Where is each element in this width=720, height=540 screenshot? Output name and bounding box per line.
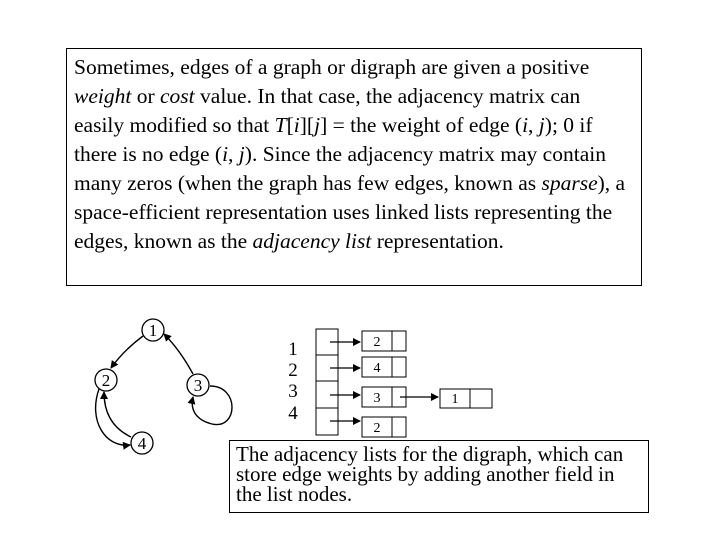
adjacency-index-1: 1 <box>288 339 298 360</box>
graph-node-3 <box>187 374 209 396</box>
edge-3-1 <box>164 334 193 374</box>
description-text: Sometimes, edges of a graph or digraph are given a positive weight or cost value. In that case, the adjacency matrix can easily modified so that T[i][j] = the weight of edge (i, j); 0 if there is no edge (i, j). Since the adjacency matrix may contain many zeros (when the graph has few edges, known as sparse), a space-efficient representation uses linked lists representing the edges, known as the adjacency list representation. <box>74 55 626 253</box>
list-node-2-1 <box>362 357 406 377</box>
edge-4-2 <box>104 392 131 437</box>
list-node-4-1 <box>362 417 406 437</box>
caption-text: The adjacency lists for the digraph, which can store edge weights by adding another field in the list nodes. <box>236 442 624 506</box>
list-node-4-1-value: 2 <box>373 421 381 436</box>
list-node-3-2-value: 1 <box>451 392 459 407</box>
adjacency-index-4: 4 <box>288 403 298 424</box>
graph-node-2-label: 2 <box>101 371 111 390</box>
list-node-3-1-value: 3 <box>373 391 381 406</box>
list-node-3-1 <box>362 387 406 407</box>
list-node-2-1-value: 4 <box>373 361 381 376</box>
graph-node-4 <box>131 432 153 454</box>
list-node-1-1-value: 2 <box>373 335 381 350</box>
adjacency-list <box>288 329 492 437</box>
header-array <box>316 329 338 435</box>
list-node-1-1 <box>362 331 406 351</box>
graph-node-1 <box>142 319 164 341</box>
graph-node-3-label: 3 <box>193 376 203 395</box>
graph-node-4-label: 4 <box>137 434 147 453</box>
graph-node-2 <box>95 369 117 391</box>
caption-box <box>229 440 649 513</box>
adjacency-index-3: 3 <box>288 381 298 402</box>
digraph <box>95 319 232 454</box>
list-node-3-2 <box>440 389 492 408</box>
edge-2-4 <box>96 389 130 445</box>
edge-1-2 <box>111 336 143 368</box>
graph-node-1-label: 1 <box>148 321 158 340</box>
adjacency-index-2: 2 <box>288 360 298 381</box>
